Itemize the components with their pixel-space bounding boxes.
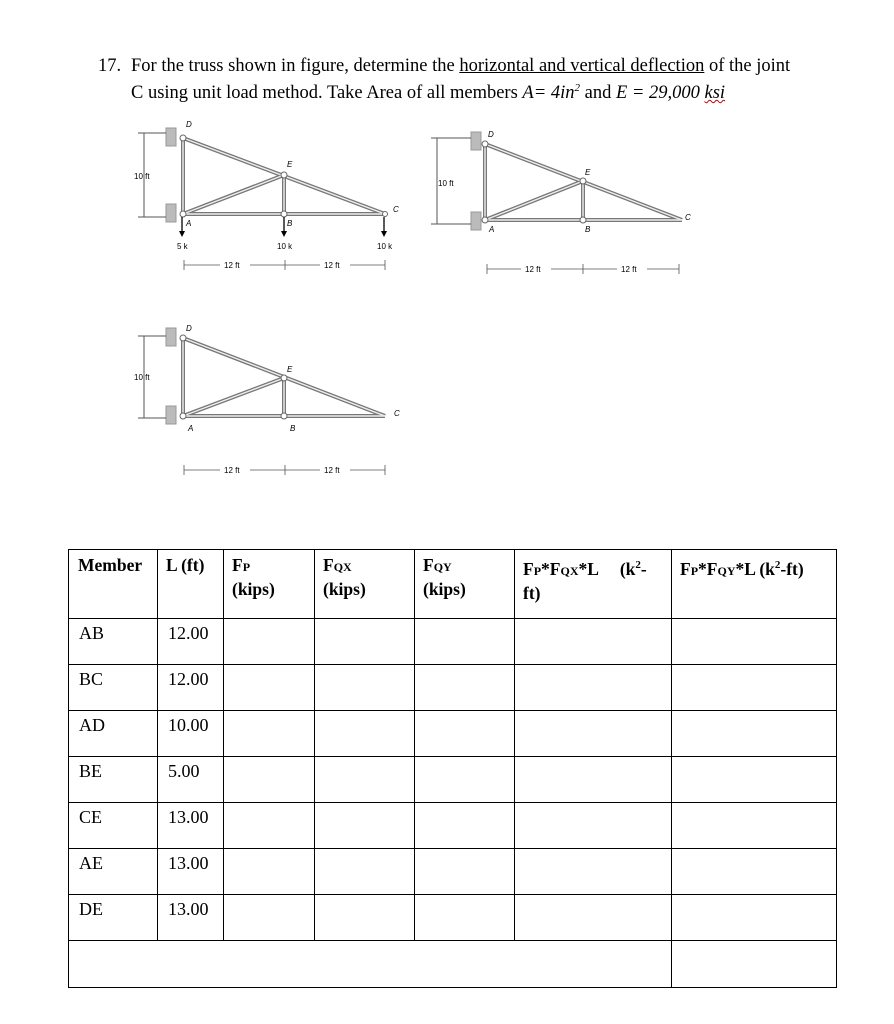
- member-force-table: [68, 549, 837, 988]
- cell-fqx[interactable]: [315, 757, 415, 803]
- cell-fp[interactable]: [224, 895, 315, 941]
- cell-fqy[interactable]: [415, 619, 515, 665]
- header-product-y: FP*FQY*L $(k^2-ft)$: [672, 550, 837, 619]
- total-value-cell[interactable]: [672, 941, 837, 988]
- cell-product-x[interactable]: [515, 849, 672, 895]
- cell-length: 10.00: [158, 711, 224, 757]
- support-a-wall: [166, 204, 176, 222]
- truss-figure-horizontal-unit: [425, 128, 705, 280]
- label-joint-b: B: [287, 219, 293, 228]
- label-joint-d: D: [186, 120, 192, 129]
- label-joint-b: B: [585, 225, 591, 234]
- cell-fp[interactable]: [224, 757, 315, 803]
- cell-fqy[interactable]: [415, 803, 515, 849]
- table-row: [69, 619, 837, 665]
- cell-fp[interactable]: [224, 665, 315, 711]
- table-row: [69, 849, 837, 895]
- label-height: 10 ft: [134, 172, 150, 181]
- table-header-row: [69, 550, 837, 619]
- cell-fqx[interactable]: [315, 803, 415, 849]
- cell-product-x[interactable]: [515, 895, 672, 941]
- cell-fp[interactable]: [224, 711, 315, 757]
- cell-product-y[interactable]: [672, 849, 837, 895]
- cell-member: AE: [69, 849, 158, 895]
- load-a: 5 k: [177, 242, 188, 251]
- table-total-row: [69, 941, 837, 988]
- load-c: 10 k: [377, 242, 393, 251]
- cell-product-x[interactable]: [515, 619, 672, 665]
- label-joint-c: C: [393, 205, 399, 214]
- label-joint-d: D: [186, 324, 192, 333]
- cell-fp[interactable]: [224, 803, 315, 849]
- table-row: [69, 895, 837, 941]
- label-height: 10 ft: [438, 179, 454, 188]
- cell-member: DE: [69, 895, 158, 941]
- cell-length: 12.00: [158, 619, 224, 665]
- cell-product-y[interactable]: [672, 757, 837, 803]
- underlined-phrase: horizontal and vertical deflection: [459, 56, 705, 76]
- span-right: 12 ft: [324, 261, 340, 270]
- cell-fp[interactable]: [224, 619, 315, 665]
- cell-fqx[interactable]: [315, 895, 415, 941]
- cell-product-y[interactable]: [672, 711, 837, 757]
- cell-member: BC: [69, 665, 158, 711]
- label-joint-b: B: [290, 424, 296, 433]
- cell-member: AB: [69, 619, 158, 665]
- label-joint-c: C: [394, 409, 400, 418]
- cell-product-x[interactable]: [515, 711, 672, 757]
- header-product-x: FP*FQX*L ($k^2-$ ft): [515, 550, 672, 619]
- cell-product-y[interactable]: [672, 895, 837, 941]
- table-row: [69, 757, 837, 803]
- cell-product-x[interactable]: [515, 665, 672, 711]
- label-joint-a: A: [186, 219, 192, 228]
- label-joint-e: E: [585, 168, 591, 177]
- cell-length: 13.00: [158, 849, 224, 895]
- label-joint-c: C: [685, 213, 691, 222]
- label-joint-a: A: [489, 225, 495, 234]
- cell-product-y[interactable]: [672, 665, 837, 711]
- span-left: 12 ft: [224, 261, 240, 270]
- label-joint-e: E: [287, 160, 293, 169]
- modulus-expression: E = 29,000 ksi: [615, 83, 726, 104]
- cell-product-y[interactable]: [672, 619, 837, 665]
- cell-fqy[interactable]: [415, 849, 515, 895]
- table-row: [69, 711, 837, 757]
- cell-member: BE: [69, 757, 158, 803]
- label-joint-a: A: [188, 424, 194, 433]
- cell-fqy[interactable]: [415, 665, 515, 711]
- area-expression: $A= 4in^2$: [522, 82, 580, 104]
- label-joint-d: D: [488, 130, 494, 139]
- header-fqy: FQY (kips): [415, 550, 515, 619]
- cell-length: 13.00: [158, 803, 224, 849]
- cell-fqy[interactable]: [415, 757, 515, 803]
- label-joint-e: E: [287, 365, 293, 374]
- cell-fqy[interactable]: [415, 711, 515, 757]
- header-fqx: FQX (kips): [315, 550, 415, 619]
- cell-product-x[interactable]: [515, 757, 672, 803]
- cell-length: 13.00: [158, 895, 224, 941]
- cell-fp[interactable]: [224, 849, 315, 895]
- header-member: Member: [69, 550, 158, 619]
- span-right: 12 ft: [324, 466, 340, 475]
- cell-length: 5.00: [158, 757, 224, 803]
- cell-fqx[interactable]: [315, 619, 415, 665]
- header-length: L (ft): [158, 550, 224, 619]
- table-row: [69, 665, 837, 711]
- cell-fqy[interactable]: [415, 895, 515, 941]
- problem-line-2: C using unit load method. Take Area of all members $A= 4in^2$ and E = 29,000 ksi: [131, 82, 726, 104]
- problem-line-1: For the truss shown in figure, determine the horizontal and vertical deflection of the joint: [131, 56, 791, 76]
- table-row: [69, 803, 837, 849]
- cell-length: 12.00: [158, 665, 224, 711]
- header-fp: FP (kips): [224, 550, 315, 619]
- cell-member: CE: [69, 803, 158, 849]
- span-left: 12 ft: [224, 466, 240, 475]
- cell-product-x[interactable]: [515, 803, 672, 849]
- cell-member: AD: [69, 711, 158, 757]
- support-d-wall: [166, 128, 176, 146]
- span-right: 12 ft: [621, 265, 637, 274]
- load-b: 10 k: [277, 242, 293, 251]
- cell-fqx[interactable]: [315, 849, 415, 895]
- problem-number: 17.: [98, 56, 122, 76]
- cell-product-y[interactable]: [672, 803, 837, 849]
- spellcheck-word-ksi: ksi: [704, 83, 726, 104]
- span-left: 12 ft: [525, 265, 541, 274]
- truss-figure-loaded: [120, 118, 420, 280]
- truss-figure-vertical-unit: [120, 318, 420, 480]
- cell-fqx[interactable]: [315, 711, 415, 757]
- label-height: 10 ft: [134, 373, 150, 382]
- total-label-cell[interactable]: [69, 941, 672, 988]
- cell-fqx[interactable]: [315, 665, 415, 711]
